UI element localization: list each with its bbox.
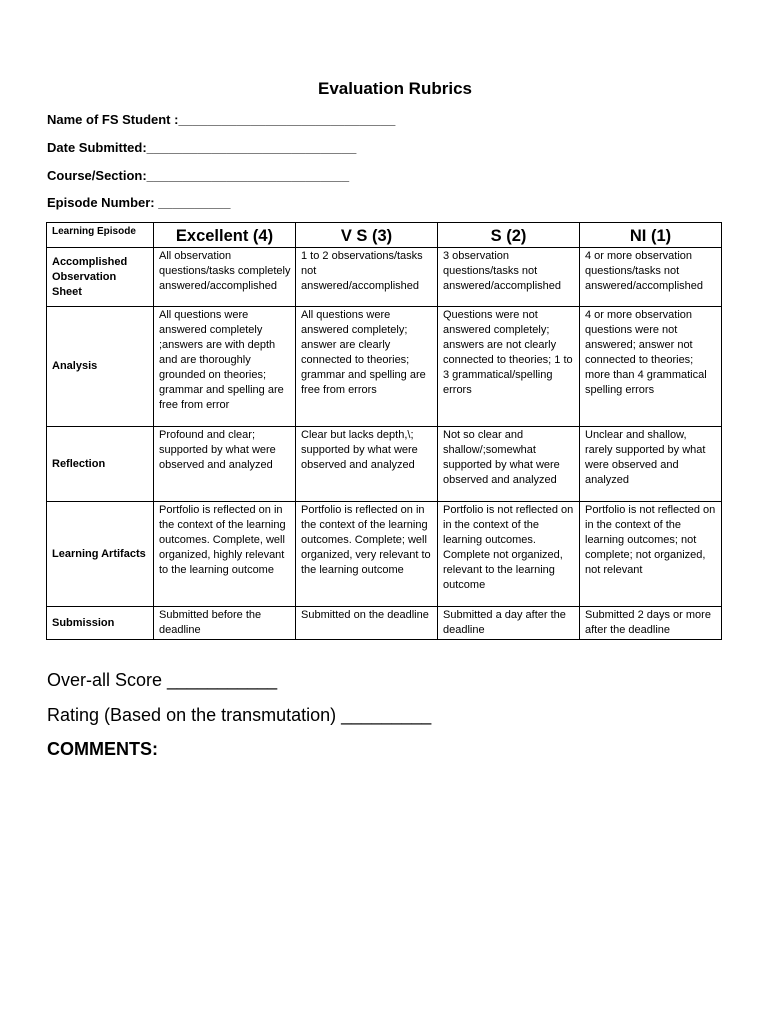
rubric-cell: Portfolio is not reflected on in the context of the learning outcomes. Complete not organized, relevant to the learning outcome [438,502,580,607]
rubric-cell: All observation questions/tasks completely answered/accomplished [154,248,296,307]
table-row [47,502,722,607]
header-very-satisfactory: V S (3) [296,223,438,248]
rubric-cell: Portfolio is reflected on in the context of the learning outcomes. Complete, well organized, highly relevant to the learning outcome [154,502,296,607]
header-satisfactory: S (2) [438,223,580,248]
rubric-cell: All questions were answered completely; answer are clearly connected to theories; grammar and spelling are free from errors [296,307,438,427]
rubric-cell: Submitted a day after the deadline [438,607,580,640]
table-row [47,427,722,502]
header-needs-improvement: NI (1) [580,223,722,248]
table-row [47,607,722,640]
rubric-cell: Not so clear and shallow/;somewhat supported by what were observed and analyzed [438,427,580,502]
table-row [47,248,722,307]
rubric-cell: Unclear and shallow, rarely supported by what were observed and analyzed [580,427,722,502]
overall-score-field: Over-all Score ___________ [47,670,278,690]
date-submitted-field: Date Submitted:_____________________________ [47,140,357,155]
rubric-cell: Submitted on the deadline [296,607,438,640]
rubric-cell: Portfolio is reflected on in the context of the learning outcomes. Complete; well organized, very relevant to the learning outcome [296,502,438,607]
rubric-header-row [47,223,722,248]
row-label: Analysis [47,307,154,427]
rubric-cell: Questions were not answered completely; answers are not clearly connected to theories; 1 to 3 grammatical/spelling errors [438,307,580,427]
rubric-cell: Clear but lacks depth,\; supported by what were observed and analyzed [296,427,438,502]
row-label: Reflection [47,427,154,502]
rubric-cell: Submitted 2 days or more after the deadline [580,607,722,640]
row-label: Submission [47,607,154,640]
course-section-field: Course/Section:____________________________ [47,168,350,183]
rating-field: Rating (Based on the transmutation) _________ [47,705,432,725]
rubric-cell: 1 to 2 observations/tasks not answered/accomplished [296,248,438,307]
header-excellent: Excellent (4) [154,223,296,248]
rubric-cell: Submitted before the deadline [154,607,296,640]
rubric-cell: All questions were answered completely ;answers are with depth and are thoroughly grounded on theories; grammar and spelling are free from error [154,307,296,427]
rubric-cell: Profound and clear; supported by what were observed and analyzed [154,427,296,502]
row-label: Learning Artifacts [47,502,154,607]
episode-number-field: Episode Number: __________ [47,195,231,210]
rubric-cell: 4 or more observation questions were not answered; answer not connected to theories; more than 4 grammatical spelling errors [580,307,722,427]
rubric-cell: 3 observation questions/tasks not answered/accomplished [438,248,580,307]
comments-heading: COMMENTS: [47,739,158,759]
row-label: Accomplished Observation Sheet [47,248,154,307]
table-row [47,307,722,427]
learning-episode-header: Learning Episode [47,223,154,248]
rubric-cell: Portfolio is not reflected on in the context of the learning outcomes; not complete; not organized, not relevant [580,502,722,607]
rubric-cell: 4 or more observation questions/tasks not answered/accomplished [580,248,722,307]
rubric-table [46,222,722,640]
student-name-field: Name of FS Student :______________________________ [47,112,396,127]
page-title: Evaluation Rubrics [318,79,472,98]
